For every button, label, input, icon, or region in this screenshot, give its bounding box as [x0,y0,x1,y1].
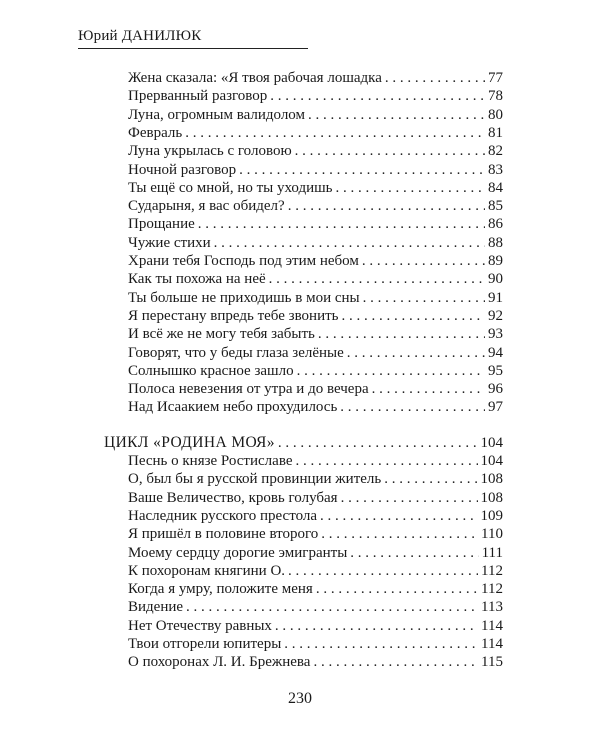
toc-entry-page: 93 [488,326,503,343]
toc-entry [128,270,503,288]
toc-entry-page: 97 [488,399,503,416]
dot-leader [385,69,485,87]
toc-entry-title: И всё же не могу тебя забыть [128,326,315,343]
toc-entry-page: 81 [488,124,503,141]
toc-entry [128,544,503,562]
dot-leader [321,525,478,543]
toc-entry-page: 83 [488,161,503,178]
header-rule [78,48,308,49]
toc-entry-page: 96 [488,381,503,398]
toc-entry-title: Наследник русского престола [128,507,318,524]
toc-entry-page: 115 [481,654,503,671]
toc-entry [128,325,503,343]
toc-entry-title: Февраль [128,124,183,141]
toc-entry-title: Чужие стихи [128,234,211,251]
toc-entry [128,161,503,179]
dot-leader [288,562,478,580]
dot-leader [384,470,477,488]
toc-entry-title: Ваше Величество, кровь голубая [128,489,338,506]
toc-entry-page: 91 [488,289,503,306]
dot-leader [185,124,485,142]
toc-entry [128,525,503,543]
toc-entry [128,234,503,252]
toc-entry-title: Как ты похожа на неё [128,271,266,288]
toc-entry [128,562,503,580]
toc-entry-title: Твои отгорели юпитеры [128,636,282,652]
toc-entry-title: Луна, огромным валидолом [128,106,306,123]
toc-entry [128,307,503,325]
dot-leader [347,344,485,362]
toc-entry [128,197,503,215]
toc-entry-title: ЦИКЛ «РОДИНА МОЯ» [104,434,275,451]
toc-entry-title: Ночной разговор [128,161,237,178]
dot-leader [297,362,485,380]
toc-entry-title: Я пришёл в половине второго [128,526,319,543]
toc-entry-page: 114 [481,617,503,634]
dot-leader [362,252,485,270]
toc-entry-page: 111 [481,544,503,561]
toc-entry-page: 108 [480,489,503,506]
toc-entry-title: Моему сердцу дорогие эмигранты [128,544,348,561]
toc-entry [128,635,503,653]
toc-entry [128,653,503,671]
toc-entry-page: 94 [488,344,503,361]
toc-entry-page: 80 [488,106,503,123]
dot-leader [342,307,485,325]
dot-leader [269,270,485,288]
toc-section-heading [104,434,503,452]
toc-entry-page: 113 [481,599,503,616]
toc-entry [128,252,503,270]
toc-entry-title: Песнь о князе Ростиславе [128,453,293,469]
dot-leader [316,580,478,598]
toc-entry-page: 112 [481,562,503,579]
toc-entry-page: 112 [481,581,503,598]
running-header-author: Юрий ДАНИЛЮК [78,28,202,44]
toc-entry-title: Когда я умру, положите меня [128,581,313,598]
toc-entry-page: 82 [488,143,503,160]
toc-entry-page: 92 [488,307,503,324]
toc-entry-title: Луна укрылась с головою [128,143,292,160]
toc-entry [128,617,503,635]
toc-entry-page: 88 [488,234,503,251]
toc-entry [128,398,503,416]
toc-entry [128,106,503,124]
dot-leader [270,87,485,105]
toc-entry-page: 95 [488,362,503,379]
dot-leader [340,398,485,416]
toc-entry-page: 90 [488,271,503,288]
dot-leader [295,142,485,160]
toc-entry-page: 104 [480,453,503,469]
toc-entry [128,344,503,362]
toc-entry-title: О похоронах Л. И. Брежнева [128,654,311,671]
toc-entry [128,580,503,598]
toc-entry [128,142,503,160]
toc-entry-title: Видение [128,599,184,616]
dot-leader [186,598,478,616]
toc-entry-title: Говорят, что у беды глаза зелёные [128,344,344,361]
dot-leader [288,197,485,215]
dot-leader [239,161,485,179]
toc-entry [128,470,503,488]
dot-leader [275,617,478,635]
dot-leader [372,380,485,398]
toc-entry-title: Над Исаакием небо прохудилось [128,399,338,416]
toc-entry-page: 109 [480,507,503,524]
toc-entry-title: Прощание [128,216,195,233]
toc-entry-page: 104 [480,435,503,451]
dot-leader [308,106,485,124]
toc-entry [128,215,503,233]
toc-entry-page: 86 [488,216,503,233]
toc-entry [128,380,503,398]
toc-entry-page: 84 [488,179,503,196]
toc-entry-title: О, был бы я русской провинции житель [128,471,382,488]
dot-leader [295,452,477,470]
toc-entry [128,179,503,197]
dot-leader [336,179,485,197]
toc-entry-title: Жена сказала: «Я твоя рабочая лошадка [128,70,382,86]
toc-entry-title: Храни тебя Господь под этим небом [128,253,359,269]
dot-leader [341,489,478,507]
toc-entry [128,289,503,307]
toc-entry [128,452,503,470]
toc-entry [128,598,503,616]
dot-leader [214,234,485,252]
toc-entry-title: Нет Отечеству равных [128,617,272,634]
toc-entry-title: Я перестану впредь тебе звонить [128,307,339,324]
toc-entry [128,87,503,105]
toc-entry [128,507,503,525]
toc-entry-page: 89 [488,253,503,269]
toc-entry-title: Ты ещё со мной, но ты уходишь [128,179,333,196]
toc-entry-page: 85 [488,198,503,215]
toc-entry [128,362,503,380]
toc-entry-page: 77 [488,70,503,86]
dot-leader [363,289,485,307]
toc-entry-title: Прерванный разговор [128,88,268,105]
toc-entry [128,124,503,142]
toc-entry-title: Ты больше не приходишь в мои сны [128,289,360,306]
page-number: 230 [288,690,312,707]
dot-leader [284,635,478,653]
dot-leader [318,325,485,343]
toc-entry-page: 78 [488,88,503,105]
dot-leader [350,544,478,562]
toc-entry-title: Солнышко красное зашло [128,362,294,379]
dot-leader [198,215,485,233]
toc-entry [128,489,503,507]
toc-entry-page: 110 [481,526,503,543]
toc-entry-title: Полоса невезения от утра и до вечера [128,381,369,398]
toc-entry-page: 114 [481,636,503,652]
toc-entry-title: Сударыня, я вас обидел? [128,198,285,215]
toc-entry-title: К похоронам княгини О. [128,562,286,579]
dot-leader [313,653,478,671]
toc-entry [128,69,503,87]
dot-leader [320,507,477,525]
toc-entry-page: 108 [480,471,503,488]
dot-leader [278,434,478,452]
